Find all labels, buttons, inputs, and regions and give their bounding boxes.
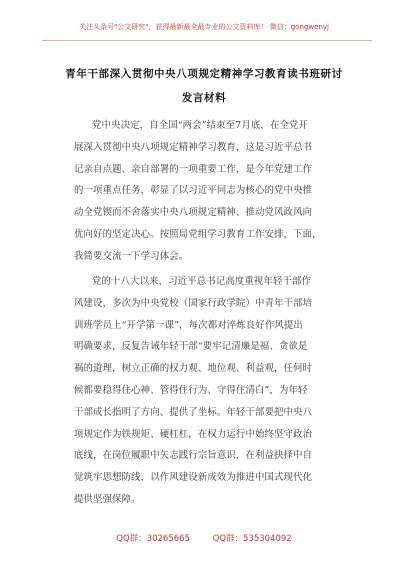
paragraph-line: 干部成长指明了方向、提供了坐标。年轻干部要把中央八: [74, 406, 313, 418]
footer-contacts: [0, 532, 408, 544]
footer-qq-group-2: QQ群：535304092: [212, 534, 292, 544]
paragraph-line: 底线，在岗位履职中矢志践行宗旨意识，在利益抉择中自: [74, 450, 313, 462]
paragraph-line: 祸的道理，树立正确的权力观、地位观、利益观，任何时: [74, 363, 313, 375]
paragraph-line: 训班学员上“开学第一课”，每次都对淬炼良好作风提出: [74, 319, 303, 331]
document-title-line-1: 青年干部深入贯彻中央八项规定精神学习教育读书班研讨: [65, 68, 343, 80]
paragraph-line: 动全党锲而不舍落实中央八项规定精神、推动党风政风向: [74, 207, 313, 219]
paragraph-line: 的一项重点任务，彰显了以习近平同志为核心的党中央推: [74, 185, 313, 197]
paragraph-line: 提供坚强保障。: [74, 493, 141, 505]
paragraph-line: 展深入贯彻中央八项规定精神学习教育，这是习近平总书: [74, 141, 313, 153]
paragraph-line: 党中央决定，自全国“两会”结束至7月底，在全党开: [92, 120, 309, 131]
paragraph-2: [74, 271, 346, 511]
header-divider: [42, 40, 372, 41]
paragraph-line: 明确要求，反复告诫年轻干部“要牢记清廉是福、贪欲是: [74, 341, 308, 353]
footer-qq-group-1: QQ群：30265665: [116, 534, 190, 544]
document-title-line-2: 发言材料: [181, 92, 227, 104]
paragraph-line: 觉筑牢思想防线，以作风建设新成效为推进中国式现代化: [74, 472, 313, 484]
paragraph-line: 项规定作为铁规矩、硬杠杠，在权力运行中始终坚守政治: [74, 428, 313, 440]
paragraph-line: 我简要交流一下学习体会。: [74, 250, 189, 262]
paragraph-line: 优向好的坚定决心。按照局党组学习教育工作安排，下面，: [74, 228, 322, 240]
paragraph-line: 记亲自点题、亲自部署的一项重要工作，是今年党建工作: [74, 163, 313, 175]
paragraph-1: [74, 115, 346, 268]
paragraph-line: 党的十八大以来，习近平总书记高度重视年轻干部作: [92, 276, 312, 287]
paragraph-line: 风建设，多次为中央党校（国家行政学院）中青年干部培: [74, 297, 313, 309]
paragraph-line: 候都要稳得住心神、管得住行为、守得住清白”，为年轻: [74, 384, 308, 396]
header-banner: 关注头条号"公文研究"，获得最新最全最专业的公文资料库！ 微信：gongwenyj: [79, 23, 329, 31]
